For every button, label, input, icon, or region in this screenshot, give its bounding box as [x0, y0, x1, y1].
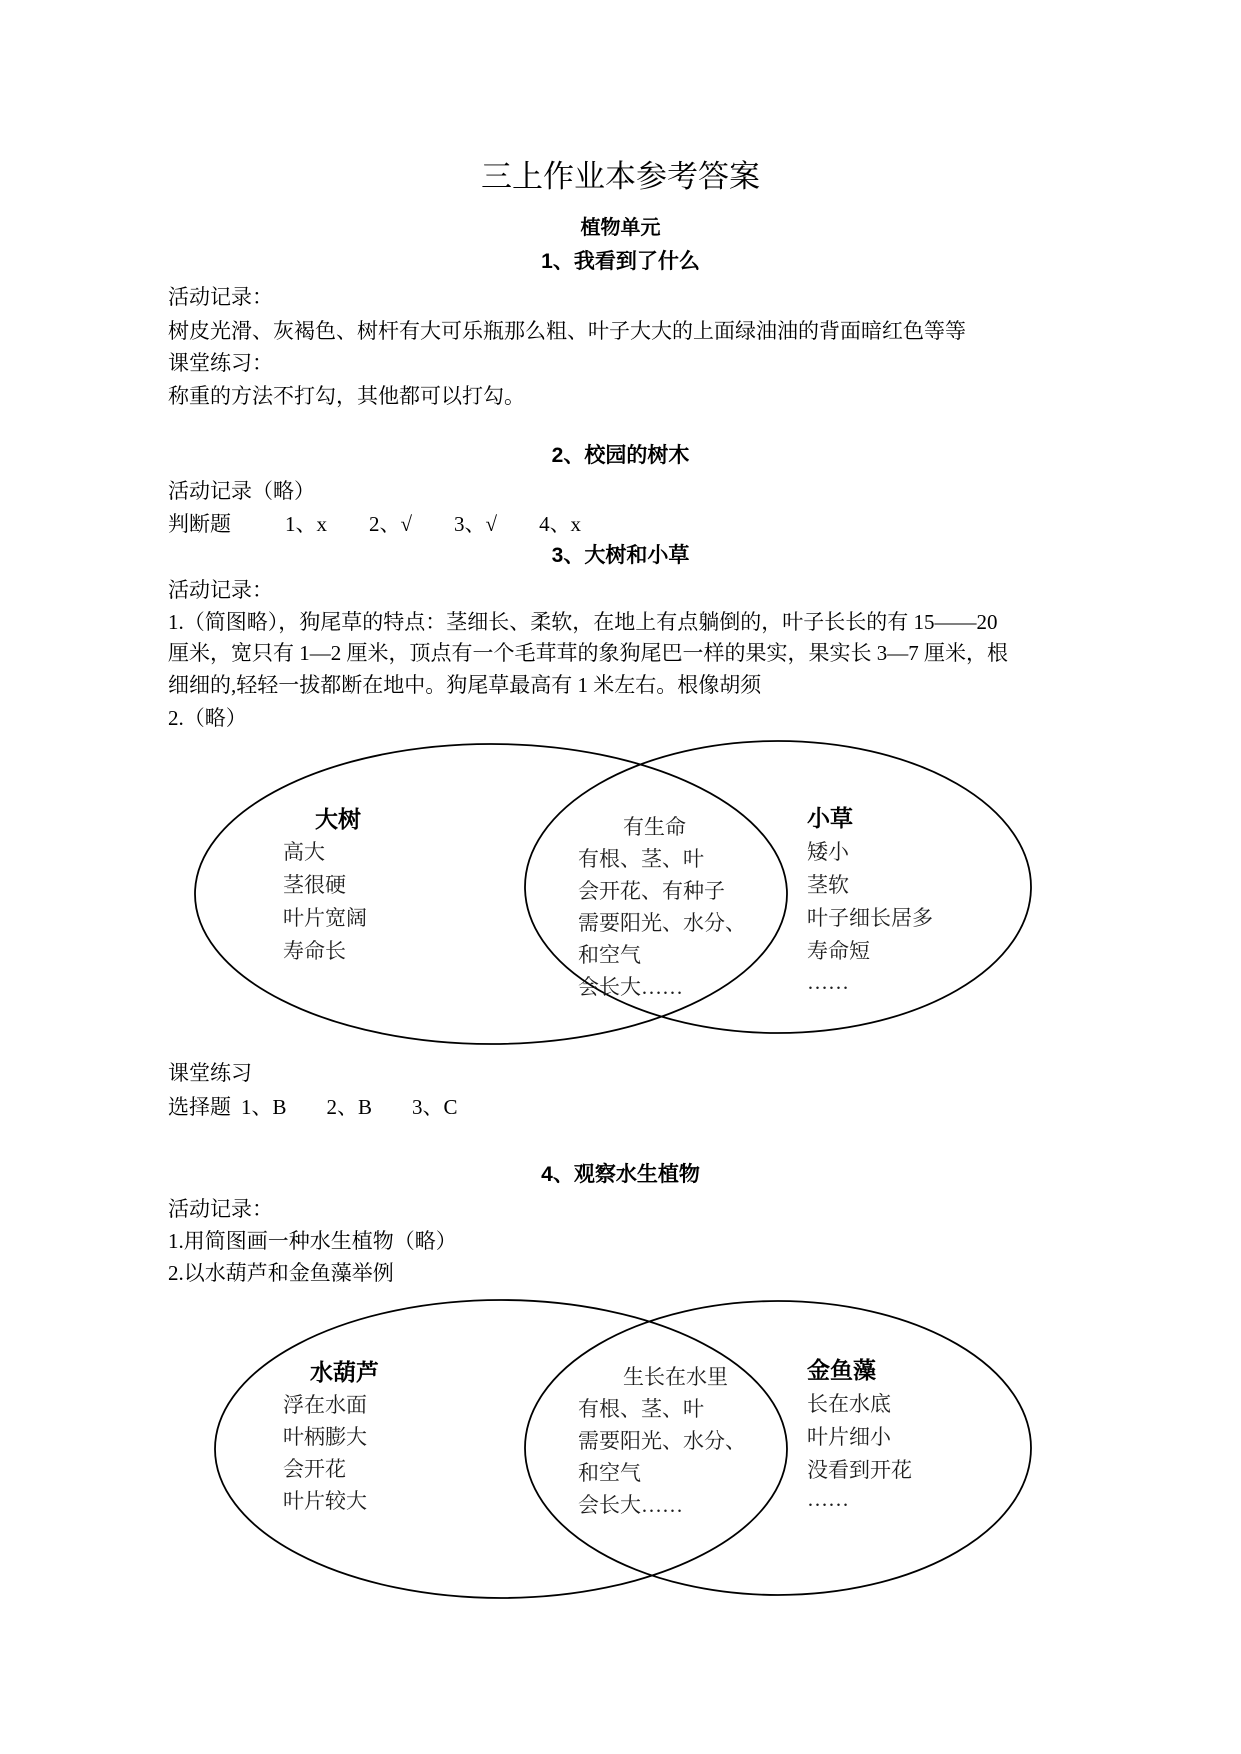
venn1-left-label: 大树	[315, 806, 361, 832]
unit-heading: 植物单元	[580, 217, 661, 239]
venn2-right-label: 金鱼藻	[807, 1357, 876, 1383]
venn1-middle-item: 需要阳光、水分、	[578, 911, 746, 935]
venn2-left-item: 叶片较大	[283, 1489, 367, 1513]
venn2-left-item: 会开花	[283, 1457, 346, 1481]
venn1-middle-item: 会开花、有种子	[578, 879, 725, 903]
venn2-middle-item: 会长大……	[578, 1493, 683, 1517]
section1-activity-answer: 树皮光滑、灰褐色、树杆有大可乐瓶那么粗、叶子大大的上面绿油油的背面暗红色等等	[168, 319, 966, 343]
section4-item1: 1.用简图画一种水生植物（略）	[168, 1229, 457, 1253]
venn1-right-item: 寿命短	[807, 939, 870, 963]
section3-paragraph-line2: 厘米，宽只有 1—2 厘米，顶点有一个毛茸茸的象狗尾巴一样的果实，果实长 3—7 厘米，根	[168, 641, 1008, 665]
venn2-left-item: 浮在水面	[283, 1393, 367, 1417]
section2-activity-label: 活动记录（略）	[168, 479, 315, 503]
venn1-left-item: 高大	[283, 840, 325, 864]
section2-heading: 2、校园的树木	[551, 444, 690, 467]
section3-heading: 3、大树和小草	[551, 544, 690, 567]
venn2-middle-item: 需要阳光、水分、	[578, 1429, 746, 1453]
venn1-middle-item: 有根、茎、叶	[578, 847, 704, 871]
venn2-left-item: 叶柄膨大	[283, 1425, 367, 1449]
venn2-left-label: 水葫芦	[310, 1359, 379, 1385]
section3-activity-label: 活动记录：	[168, 578, 273, 602]
venn1-left-item: 叶片宽阔	[283, 906, 367, 930]
judgement-answer-2: 2、√	[369, 512, 413, 536]
venn2-right-item: ……	[807, 1487, 849, 1511]
venn2-right-item: 没看到开花	[807, 1458, 912, 1482]
venn1-middle-item: 会长大……	[578, 975, 683, 999]
venn2-right-item: 长在水底	[807, 1392, 891, 1416]
venn1-left-item: 茎很硬	[283, 873, 346, 897]
section3-item2-omitted: 2.（略）	[168, 706, 247, 730]
section3-choice-row	[168, 1094, 498, 1120]
section3-paragraph-line3: 细细的,轻轻一拔都断在地中。狗尾草最高有 1 米左右。根像胡须	[168, 673, 762, 697]
section3-practice-label: 课堂练习	[168, 1061, 252, 1085]
venn-diagram-tree-grass	[150, 725, 1070, 1055]
section4-heading: 4、观察水生植物	[541, 1163, 700, 1186]
venn1-right-item: 叶子细长居多	[807, 906, 933, 930]
venn1-right-item: 矮小	[807, 840, 849, 864]
venn2-right-item: 叶片细小	[807, 1425, 891, 1449]
choice-label: 选择题	[168, 1095, 231, 1119]
section1-heading: 1、我看到了什么	[541, 250, 700, 273]
venn1-middle-item: 和空气	[578, 943, 641, 967]
venn1-left-item: 寿命长	[283, 939, 346, 963]
section1-activity-label: 活动记录：	[168, 285, 273, 309]
venn1-middle-item: 有生命	[623, 815, 686, 839]
judgement-label: 判断题	[168, 512, 231, 536]
venn2-middle-item: 和空气	[578, 1461, 641, 1485]
venn2-middle-item: 有根、茎、叶	[578, 1397, 704, 1421]
choice-answer-2: 2、B	[326, 1095, 373, 1119]
section1-practice-label: 课堂练习：	[168, 351, 273, 375]
choice-answer-1: 1、B	[241, 1095, 287, 1119]
venn1-right-label: 小草	[807, 805, 853, 831]
venn1-right-item: ……	[807, 970, 849, 994]
section4-item2: 2.以水葫芦和金鱼藻举例	[168, 1261, 394, 1285]
section4-activity-label: 活动记录：	[168, 1197, 273, 1221]
judgement-answer-1: 1、x	[285, 512, 327, 536]
choice-answer-3: 3、C	[412, 1095, 458, 1119]
section3-paragraph-line1: 1.（简图略），狗尾草的特点：茎细长、柔软，在地上有点躺倒的，叶子长长的有 15——20	[168, 610, 998, 634]
document-title: 三上作业本参考答案	[481, 159, 760, 194]
venn1-right-item: 茎软	[807, 873, 849, 897]
section2-judgement-row	[168, 511, 623, 537]
judgement-answer-4: 4、x	[539, 512, 582, 536]
venn-diagram-water-plants	[150, 1295, 1070, 1605]
judgement-answer-3: 3、√	[454, 512, 498, 536]
venn2-middle-item: 生长在水里	[623, 1365, 728, 1389]
section1-practice-answer: 称重的方法不打勾，其他都可以打勾。	[168, 384, 525, 408]
